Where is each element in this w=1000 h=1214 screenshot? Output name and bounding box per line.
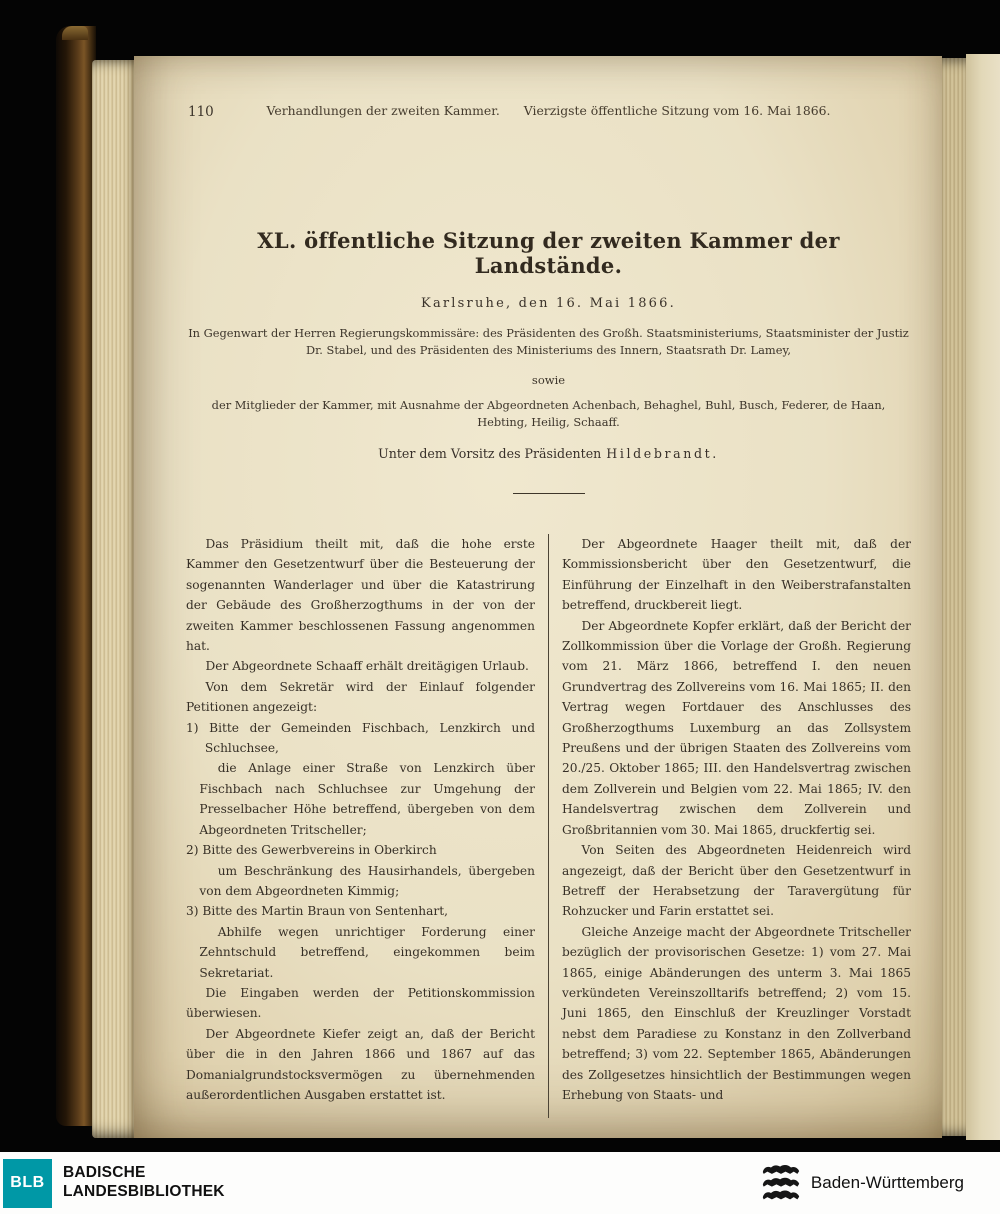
paragraph: Die Eingaben werden der Petitionskommission überwiesen.: [186, 985, 535, 1021]
page-edges-left: [92, 60, 136, 1138]
sowie-word: sowie: [531, 373, 566, 387]
coat-of-arms-icon: [761, 1163, 801, 1203]
two-column-text: [186, 534, 911, 1118]
page-content: [134, 56, 942, 1138]
book-spine: [56, 26, 96, 1126]
library-name-line1: BADISCHE: [63, 1164, 146, 1182]
paragraph: Der Abgeordnete Kiefer zeigt an, daß der Bericht über die in den Jahren 1866 und 1867 auf das Domanialgrundstocksvermögen zu übernehmenden außerordentlichen Ausgaben erstattet ist.: [186, 1026, 535, 1102]
right-column: [549, 534, 911, 1118]
section-divider: [513, 493, 585, 494]
paragraph: Der Abgeordnete Schaaff erhält dreitägigen Urlaub.: [205, 659, 529, 674]
attendance-paragraph: In Gegenwart der Herren Regierungskommissäre: des Präsidenten des Großh. Staatsministeriums, Staatsminister der Justiz Dr. Stabel, und des Präsidenten des Ministeriums des Innern, Staatsrath Dr. Lamey,: [188, 326, 909, 357]
paragraph: Von Seiten des Abgeordneten Heidenreich wird angezeigt, daß der Bericht über den Gesetzentwurf in Betreff der Herabsetzung der Taravergütung für Rohzucker und Farin erstattet sei.: [562, 843, 911, 919]
left-column: [186, 534, 548, 1118]
library-name: [63, 1164, 225, 1202]
next-page-edge: [966, 54, 1000, 1140]
region-name: Baden-Württemberg: [810, 1173, 964, 1192]
running-head-right: Vierzigste öffentliche Sitzung vom 16. Mai 1866.: [523, 103, 831, 118]
library-brand-bar: [0, 1152, 1000, 1214]
petition-item: 1) Bitte der Gemeinden Fischbach, Lenzkirch und Schluchsee,: [186, 720, 535, 756]
paragraph: Der Abgeordnete Haager theilt mit, daß der Kommissionsbericht über den Gesetzentwurf, die Einführung der Einzelhaft in den Weiberstrafanstalten betreffend, druckbereit liegt.: [562, 537, 911, 613]
paragraph: Von dem Sekretär wird der Einlauf folgender Petitionen angezeigt:: [186, 679, 535, 715]
library-name-line2: LANDESBIBLIOTHEK: [63, 1183, 225, 1200]
chair-line: [186, 446, 911, 461]
page-edges-right: [942, 58, 966, 1136]
running-head: [186, 103, 911, 118]
members-paragraph: der Mitglieder der Kammer, mit Ausnahme der Abgeordneten Achenbach, Behaghel, Buhl, Busch, Federer, de Haan, Hebting, Heilig, Schaaff.: [211, 398, 886, 429]
paragraph: Der Abgeordnete Kopfer erklärt, daß der Bericht der Zollkommission über die Vorlage der Großh. Regierung vom 21. März 1866, betreffend I. den neuen Grundvertrag des Zollvereins vom 16. Mai 1865; II. den Vertrag wegen Fortdauer des Anschlusses des Großherzogthums Luxemburg an das Zollsystem Preußens und der übrigen Staaten des Zollvereins vom 20./25. Oktober 1865; III. den Handelsvertrag zwischen dem Zollverein und Belgien vom 22. Mai 1865; IV. den Handelsvertrag zwischen dem Zollverein und Großbritannien vom 30. Mai 1865, druckfertig sei.: [562, 618, 911, 837]
book-page: [134, 56, 942, 1138]
blb-logo: BLB: [3, 1159, 52, 1208]
paragraph: Gleiche Anzeige macht der Abgeordnete Tritscheller bezüglich der provisorischen Gesetze: 1) vom 27. Mai 1865, einige Abänderungen des unterm 3. Mai 1865 verkündeten Vereinszolltarifs betreffend; 2) vom 15. Juni 1865, den Einschluß der Kreuzlinger Vorstadt nebst dem Paradiese zu Konstanz in den Zollverband betreffend; 3) vom 22. September 1865, Abänderungen des Zollgesetzes hinsichtlich der Bestimmungen wegen Erhebung von Staats- und: [562, 924, 911, 1102]
petition-item: 2) Bitte des Gewerbvereins in Oberkirch: [186, 843, 437, 858]
chair-name: Hildebrandt.: [606, 446, 719, 461]
petition-item: 3) Bitte des Martin Braun von Sentenhart,: [186, 904, 449, 919]
baden-wuerttemberg-brand: [761, 1163, 964, 1203]
paragraph: Das Präsidium theilt mit, daß die hohe erste Kammer den Gesetzentwurf über die Besteuerung der sogenannten Wanderlager und über die Katastrirung der Gebäude des Großherzogthums in der von der zweiten Kammer beschlossenen Fassung angenommen hat.: [186, 537, 535, 654]
running-head-left: Verhandlungen der zweiten Kammer.: [266, 103, 500, 118]
dateline: Karlsruhe, den 16. Mai 1866.: [421, 296, 676, 311]
petition-detail: um Beschränkung des Hausirhandels, übergeben von dem Abgeordneten Kimmig;: [199, 863, 535, 898]
petition-detail: die Anlage einer Straße von Lenzkirch über Fischbach nach Schluchsee zur Umgehung der Presselbacher Höhe betreffend, übergeben von dem Abgeordneten Tritscheller;: [199, 761, 535, 837]
page-number: 110: [188, 104, 214, 120]
session-title: XL. öffentliche Sitzung der zweiten Kammer der Landstände.: [257, 228, 840, 278]
chair-prefix: Unter dem Vorsitz des Präsidenten: [378, 446, 602, 461]
petition-detail: Abhilfe wegen unrichtiger Forderung einer Zehntschuld betreffend, eingekommen beim Sekretariat.: [199, 924, 535, 980]
